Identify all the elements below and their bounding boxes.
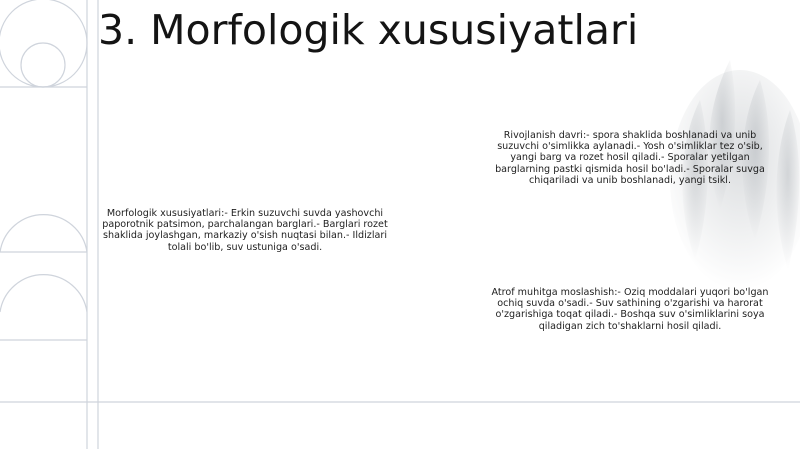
development-text-block: Rivojlanish davri:- spora shaklida boshlanadi va unib suzuvchi o'simlikka aylanadi.- Yosh o'simliklar tez o'sib, yangi barg va rozet hosil qiladi.- Sporalar yetilgan barglarning pastki qismida hosil bo'ladi.- Sporalar suvga chiqariladi va unib boshlanadi, yangi tsikl.: [495, 130, 765, 186]
page-title: 3. Morfologik xususiyatlari: [98, 6, 639, 54]
morphology-text-block: Morfologik xususiyatlari:- Erkin suzuvchi suvda yashovchi paporotnik patsimon, parchalangan barglari.- Barglari rozet shaklida joylashgan, markaziy o'sish nuqtasi bilan.- Ildizlari tolali bo'lib, suv ustuniga o'sadi.: [102, 208, 388, 253]
environment-text-block: Atrof muhitga moslashish:- Oziq moddalari yuqori bo'lgan ochiq suvda o'sadi.- Suv sathining o'zgarishi va harorat o'zgarishiga toqat qiladi.- Boshqa suv o'simliklarini soya qiladigan zich to'shaklarni hosil qiladi.: [491, 287, 769, 332]
